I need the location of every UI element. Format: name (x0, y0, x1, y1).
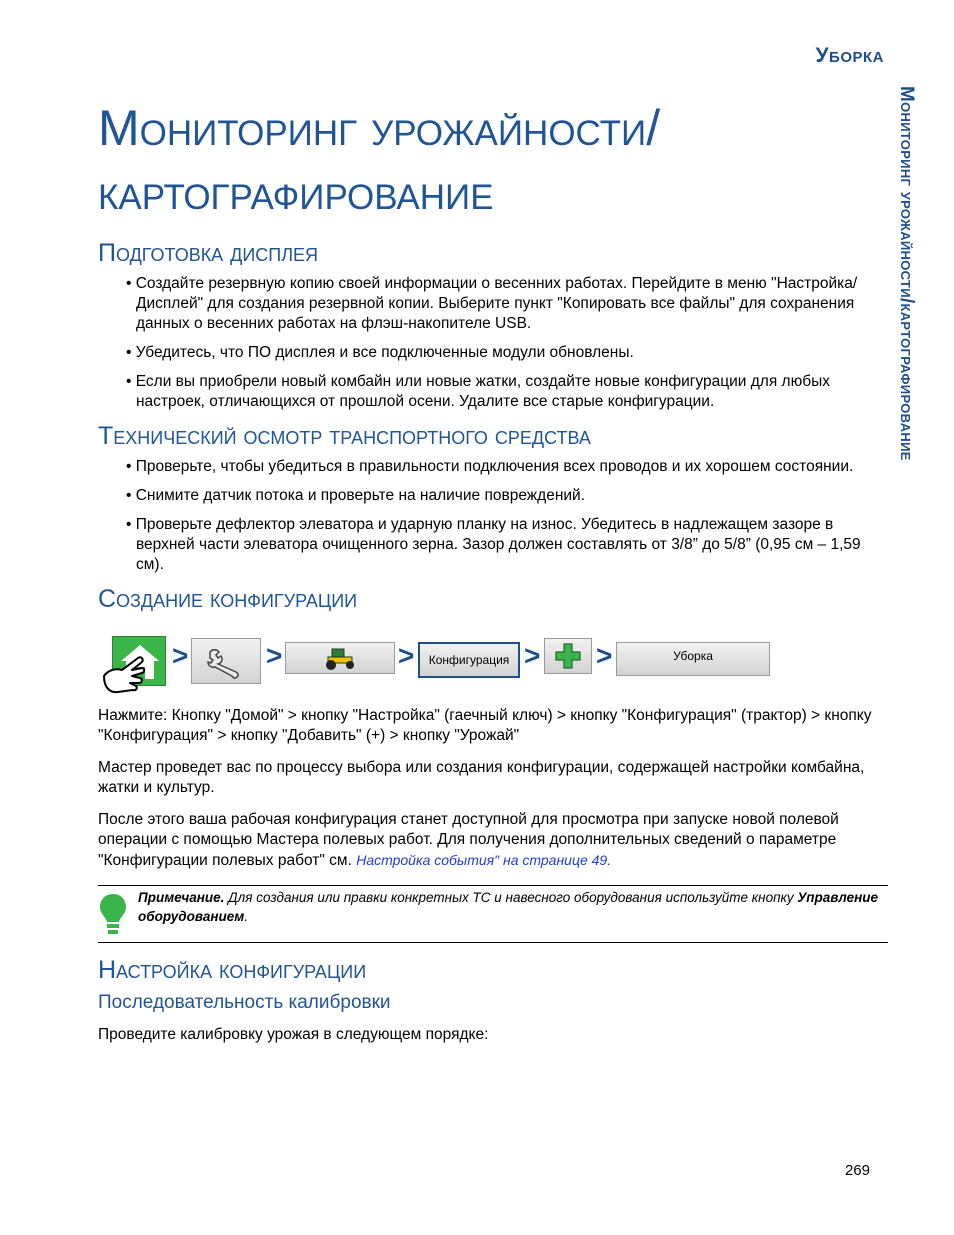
navigation-sequence (98, 628, 888, 698)
configuration-vehicle-button[interactable] (285, 642, 395, 674)
paragraph-text: После этого ваша рабочая конфигурация станет доступной для просмотра при запуске новой полевой операции с помощью Мастера полевых работ. Для получения дополнительных сведений о параметре "Конфигурации полевых работ" см. (98, 811, 839, 869)
note-equipment-label: Управление оборудованием (138, 890, 879, 924)
chevron-right-icon: > (596, 640, 613, 671)
note-end: . (244, 909, 248, 924)
note-box (98, 885, 888, 943)
list-item: • Проверьте, чтобы убедиться в правильности подключения всех проводов и их хорошем состоянии. (126, 457, 886, 477)
chapter-tag: Уборка (815, 44, 884, 67)
section-heading-config-setup: Настройка конфигурации (98, 956, 367, 984)
list-item: • Если вы приобрели новый комбайн или новые жатки, создайте новые конфигурации для любых настроек, отличающихся от прошлой осени. Удалите все старые конфигурации. (126, 372, 886, 412)
subheading-calibration-sequence: Последовательность калибровки (98, 992, 391, 1013)
page-title: Мониторинг урожайности/картографирование (98, 100, 661, 220)
bullet-list-inspection (98, 457, 888, 575)
section-heading-display-prep: Подготовка дисплея (98, 239, 319, 267)
settings-button[interactable] (191, 638, 261, 684)
side-chapter-tab: Мониторинг урожайности/картографирование (896, 86, 917, 461)
note-text (138, 888, 888, 926)
chevron-right-icon: > (172, 640, 189, 671)
config-availability-paragraph (98, 810, 888, 871)
list-item: • Убедитесь, что ПО дисплея и все подключенные модули обновлены. (126, 343, 886, 363)
harvest-button[interactable]: Уборка (616, 642, 770, 676)
configuration-button[interactable]: Конфигурация (418, 642, 520, 678)
event-setup-link[interactable]: Настройка события" на странице 49. (356, 852, 612, 868)
instruction-paragraph: Нажмите: Кнопку "Домой" > кнопку "Настройка" (гаечный ключ) > кнопку "Конфигурация" (трактор) > кнопку "Конфигурация" > кнопку "Добавить" (+) > кнопку "Урожай" (98, 707, 872, 744)
note-label: Примечание. (138, 890, 225, 905)
calibration-paragraph: Проведите калибровку урожая в следующем порядке: (98, 1026, 489, 1043)
chevron-right-icon: > (398, 640, 415, 671)
plus-icon (553, 641, 583, 671)
bullet-list-display-prep (98, 274, 888, 412)
lightbulb-icon (98, 892, 128, 938)
page-number: 269 (844, 1162, 870, 1179)
wrench-icon (196, 642, 256, 682)
list-item: • Создайте резервную копию своей информации о весенних работах. Перейдите в меню "Настройка/Дисплей" для создания резервной копии. Выберите пункт "Копировать все файлы" для сохранения данных о весенних работах на флэш-накопителе USB. (126, 274, 886, 334)
wizard-paragraph: Мастер проведет вас по процессу выбора или создания конфигурации, содержащей настройки комбайна, жатки и культур. (98, 759, 865, 796)
page-content (98, 96, 888, 1057)
tractor-icon (320, 645, 360, 671)
section-heading-create-config: Создание конфигурации (98, 585, 358, 613)
add-button[interactable] (544, 638, 592, 674)
chevron-right-icon: > (266, 640, 283, 671)
chevron-right-icon: > (524, 640, 541, 671)
hand-pointer-icon (98, 648, 150, 698)
list-item: • Проверьте дефлектор элеватора и ударную планку на износ. Убедитесь в надлежащем зазоре в верхней части элеватора очищенного зерна. Зазор должен составлять от 3/8” до 5/8” (0,95 см – 1,59 см). (126, 515, 886, 575)
list-item: • Снимите датчик потока и проверьте на наличие повреждений. (126, 486, 886, 506)
note-body: Для создания или правки конкретных ТС и навесного оборудования используйте кнопку (228, 890, 794, 905)
section-heading-inspection: Технический осмотр транспортного средства (98, 422, 591, 450)
